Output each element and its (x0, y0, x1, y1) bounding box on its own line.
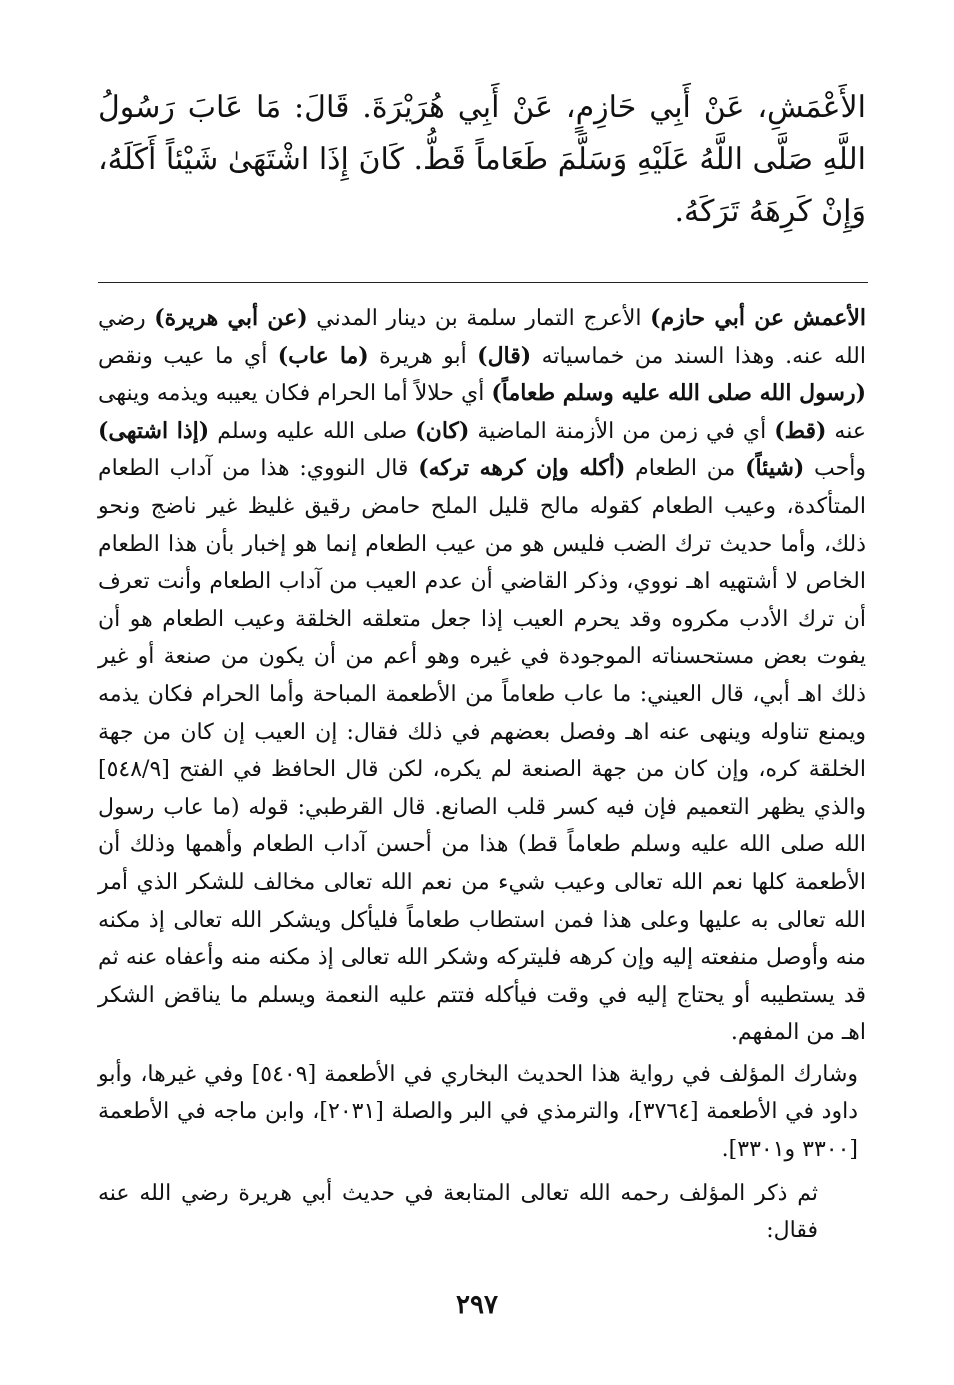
bold-phrase: (كان) (415, 417, 470, 444)
commentary-paragraph-3: ثم ذكر المؤلف رحمه الله تعالى المتابعة في حديث أبي هريرة رضي الله عنه فقال: (98, 1180, 818, 1244)
footnote-separator-line (98, 282, 868, 283)
commentary-text: أي ما عيب ونقص (98, 343, 278, 369)
commentary-paragraph-2: وشارك المؤلف في رواية هذا الحديث البخاري في الأطعمة [٥٤٠٩] وفي غيرها، وأبو داود في الأطعمة [٣٧٦٤]، والترمذي في البر والصلة [٢٠٣١]، وابن ماجه في الأطعمة [٣٣٠٠ و٣٣٠١]. (98, 1061, 859, 1163)
commentary-text: الأعرج التمار سلمة بن دينار المدني (307, 306, 651, 331)
commentary-text: أي حلالاً أما الحرام فكان يعيبه ويذمه وينهى عنه (98, 381, 866, 444)
commentary-text: رضي الله عنه. وهذا السند من خماسياته (98, 306, 866, 369)
bold-phrase: (قال) (477, 342, 532, 369)
commentary-text: أي في زمن من الأزمنة الماضية (469, 418, 775, 444)
commentary-text: صلى الله عليه وسلم (209, 418, 416, 444)
bold-phrase: (رسول الله صلى الله عليه وسلم طعاماً) (491, 380, 866, 407)
page-number: ٢٩٧ (456, 1290, 498, 1320)
hadith-text-block (98, 82, 866, 238)
bold-phrase: (شيئاً) (745, 455, 805, 482)
bold-phrase: (إذا اشتهى) (98, 417, 210, 444)
commentary-text: أبو هريرة (368, 343, 478, 369)
bold-phrase: (عن أبي هريرة) (154, 305, 308, 331)
bold-phrase: الأعمش عن أبي حازم) (650, 305, 866, 331)
commentary-text: قال النووي: هذا من آداب الطعام المتأكدة، وعيب الطعام كقوله مالح قليل الملح حامض رقيق غليظ غير ناضج ونحو ذلك، وأما حديث ترك الضب فليس هو من عيب الطعام إنما هو إخبار بأن هذا الطعام الخاص لا أشتهيه اهـ نووي، وذكر القاضي أن عدم العيب من آداب الطعام وأنت تعرف أن ترك الأدب مكروه وقد يحرم العيب إذا جعل متعلقه الخلقة وعيب الطعام هو أن يفوت بعض مستحسناته الموجودة في غيره وهو أعم من أن يكون من صنعة أو غير ذلك اهـ أبي، قال العيني: ما عاب طعاماً من الأطعمة المباحة وأما الحرام فكان يذمه ويمنع تناوله وينهى عنه اهـ وفصل بعضهم في ذلك فقال: إن العيب إن كان من جهة الخلقة كره، وإن كان من جهة الصنعة لم يكره، لكن قال الحافظ في الفتح [٥٤٨/٩] والذي يظهر التعميم فإن فيه كسر قلب الصانع. قال القرطبي: قوله (ما عاب رسول الله صلى الله عليه وسلم طعاماً قط) هذا من أحسن آداب الطعام وأهمها وذلك أن الأطعمة كلها نعم الله تعالى وعيب شيء من نعم الله تعالى مخالف للشكر الذي أمر الله تعالى به عليها وعلى هذا فمن استطاب طعاماً فليأكل ويشكر الله تعالى إذ مكنه منه وأوصل منفعته إليه وإن كرهه فليتركه وشكر الله تعالى إذ مكنه منه وأعفاه عنه ثم قد يستطيبه أو يحتاج إليه في وقت فيأكله فتتم عليه النعمة ويسلم ما يناقض الشكر اهـ من المفهم. (98, 456, 867, 1046)
bold-phrase: (أكله وإن كرهه تركه) (418, 455, 626, 482)
bold-phrase: (قط) (774, 417, 827, 444)
commentary-text: وأحب (804, 456, 867, 482)
commentary-text: من الطعام (625, 456, 746, 482)
bold-phrase: (ما عاب) (277, 342, 369, 369)
commentary-paragraph-1 (98, 300, 866, 1052)
commentary-block (98, 300, 866, 1250)
hadith-text: الأَعْمَشِ، عَنْ أَبِي حَازِمٍ، عَنْ أَبِي هُرَيْرَةَ. قَالَ: مَا عَابَ رَسُولُ اللَّهِ صَلَّى اللَّهُ عَلَيْهِ وَسَلَّمَ طَعَاماً قَطُّ. كَانَ إِذَا اشْتَهَىٰ شَيْئاً أَكَلَهُ، وَإِنْ كَرِهَهُ تَرَكَهُ. (98, 90, 866, 229)
